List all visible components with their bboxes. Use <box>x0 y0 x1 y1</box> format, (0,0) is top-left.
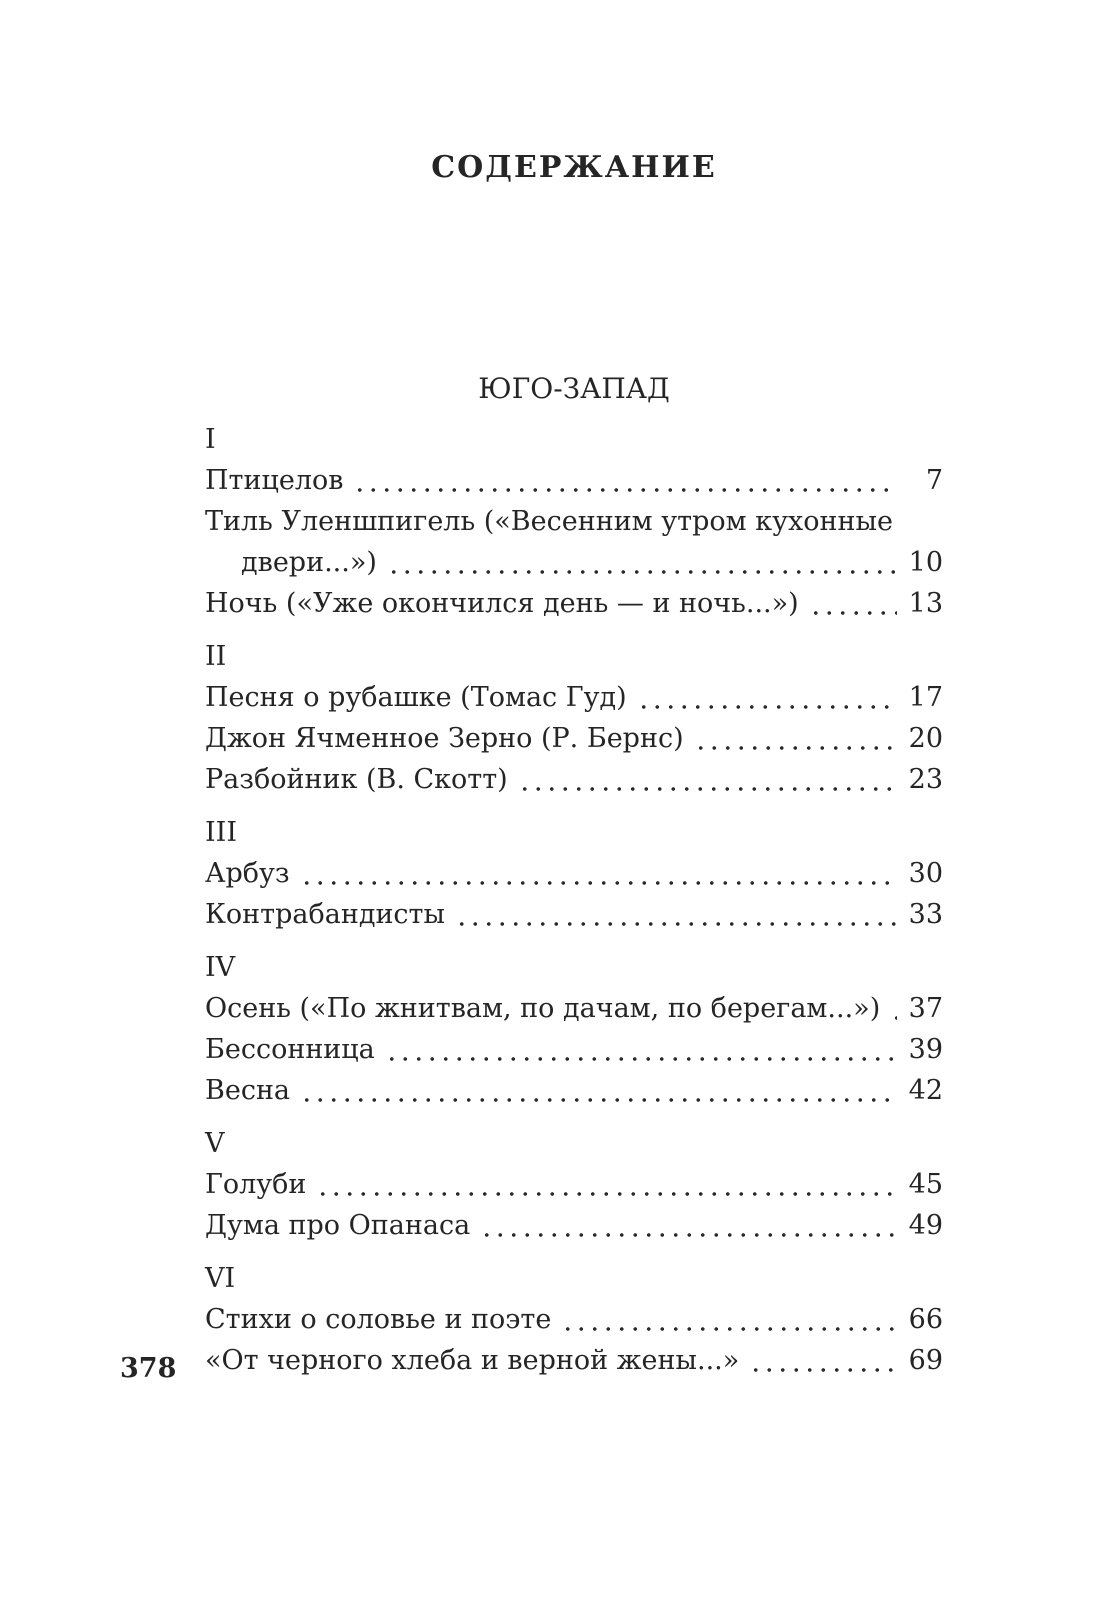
entry-title: Песня о рубашке (Томас Гуд) <box>205 682 627 713</box>
toc-entry <box>205 460 943 501</box>
dot-leader <box>353 460 897 501</box>
dot-leader <box>455 894 897 935</box>
entry-page: 7 <box>925 465 943 496</box>
entry-page: 37 <box>908 993 943 1024</box>
entry-page: 45 <box>908 1169 943 1200</box>
entry-page: 42 <box>908 1075 943 1106</box>
group-numeral: VI <box>205 1263 236 1294</box>
group-numeral: IV <box>205 952 236 983</box>
entry-title: Тиль Уленшпигель («Весенним утром кухонные <box>205 506 893 537</box>
dot-leader <box>518 759 897 800</box>
toc-entry <box>205 583 943 624</box>
group-numeral: I <box>205 424 216 455</box>
toc-group <box>205 636 943 800</box>
table-of-contents <box>205 419 943 1381</box>
group-numeral: V <box>205 1128 225 1159</box>
dot-leader <box>300 853 897 894</box>
toc-group <box>205 947 943 1111</box>
entry-page: 69 <box>908 1345 943 1376</box>
entry-title: «От черного хлеба и верной жены...» <box>205 1345 740 1376</box>
dot-leader <box>385 1029 897 1070</box>
entry-page: 39 <box>908 1034 943 1065</box>
toc-group <box>205 419 943 624</box>
entry-title: Весна <box>205 1075 291 1106</box>
toc-entry <box>205 1164 943 1205</box>
toc-group <box>205 1258 943 1381</box>
entry-page: 30 <box>908 858 943 889</box>
entry-page: 33 <box>908 899 943 930</box>
dot-leader <box>387 542 897 583</box>
toc-entry <box>205 988 943 1029</box>
dot-leader <box>749 1340 897 1381</box>
toc-entry <box>205 718 943 759</box>
entry-title-continuation: двери...») <box>241 547 377 578</box>
dot-leader <box>300 1070 897 1111</box>
group-numeral: III <box>205 817 237 848</box>
entry-title: Осень («По жнитвам, по дачам, по берегам...») <box>205 993 881 1024</box>
entry-page: 23 <box>908 764 943 795</box>
section-heading: ЮГО-ЗАПАД <box>478 372 670 405</box>
toc-group <box>205 1123 943 1246</box>
entry-page: 66 <box>908 1304 943 1335</box>
toc-entry <box>205 1070 943 1111</box>
entry-title: Голуби <box>205 1169 307 1200</box>
toc-group <box>205 812 943 935</box>
entry-title: Джон Ячменное Зерно (Р. Бернс) <box>205 723 684 754</box>
toc-entry <box>205 1029 943 1070</box>
dot-leader <box>561 1299 897 1340</box>
entry-title: Дума про Опанаса <box>205 1210 471 1241</box>
entry-title: Птицелов <box>205 465 344 496</box>
dot-leader <box>890 988 897 1029</box>
entry-page: 17 <box>908 682 943 713</box>
toc-entry <box>205 853 943 894</box>
dot-leader <box>316 1164 897 1205</box>
group-numeral: II <box>205 641 227 672</box>
entry-title: Арбуз <box>205 858 290 889</box>
entry-title: Разбойник (В. Скотт) <box>205 764 508 795</box>
dot-leader <box>480 1205 897 1246</box>
toc-entry <box>205 677 943 718</box>
entry-page: 10 <box>908 547 943 578</box>
page-title: СОДЕРЖАНИЕ <box>431 150 717 185</box>
dot-leader <box>637 677 897 718</box>
toc-entry <box>205 1205 943 1246</box>
dot-leader <box>809 583 897 624</box>
entry-title: Контрабандисты <box>205 899 445 930</box>
toc-entry <box>205 1340 943 1381</box>
entry-page: 13 <box>908 588 943 619</box>
toc-entry <box>205 1299 943 1340</box>
entry-page: 20 <box>908 723 943 754</box>
entry-page: 49 <box>908 1210 943 1241</box>
toc-entry <box>205 759 943 800</box>
toc-entry <box>205 501 943 542</box>
entry-title: Бессонница <box>205 1034 375 1065</box>
folio-number: 378 <box>120 1353 177 1384</box>
toc-entry <box>205 894 943 935</box>
dot-leader <box>694 718 897 759</box>
entry-title: Ночь («Уже окончился день — и ночь...») <box>205 588 799 619</box>
entry-title: Стихи о соловье и поэте <box>205 1304 552 1335</box>
toc-entry-continuation <box>205 542 943 583</box>
